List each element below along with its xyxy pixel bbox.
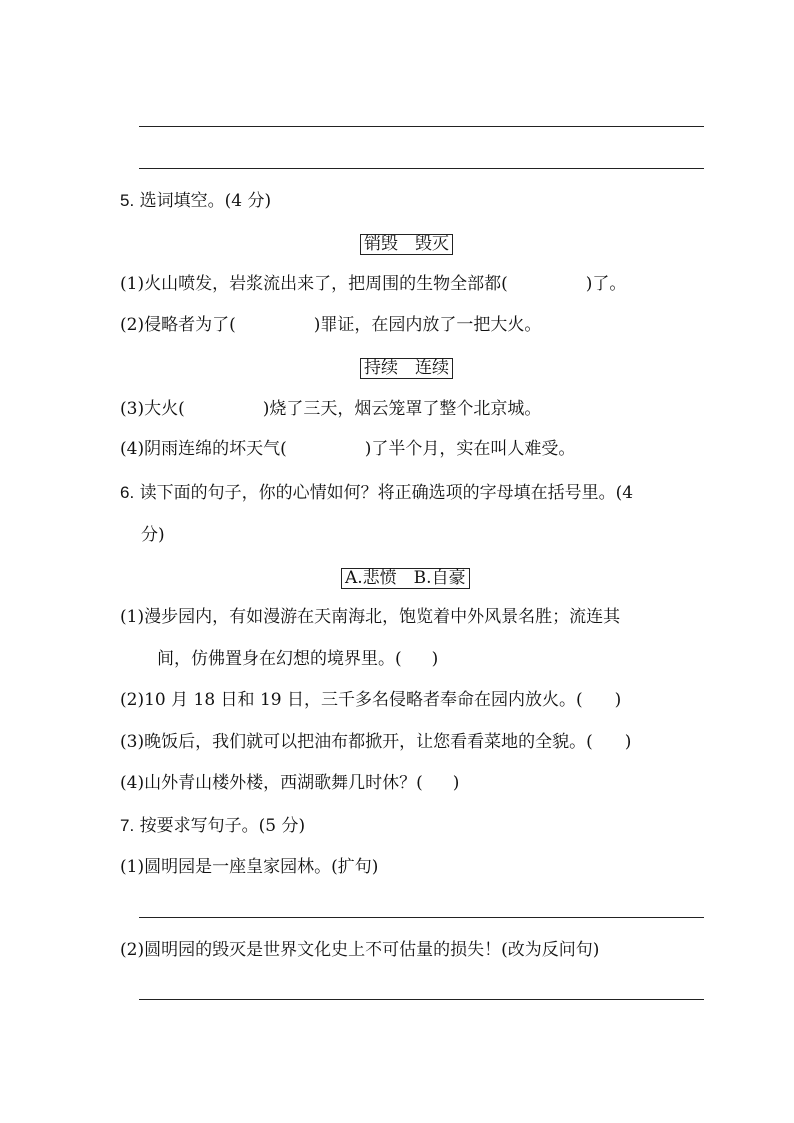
options-box: A.悲愤 B.自豪: [341, 568, 470, 589]
question-6-title-cont: 分): [141, 525, 165, 545]
question-6-item-3: [120, 731, 631, 753]
question-6-item-1-cont: [157, 648, 438, 670]
item-text: )罪证，在园内放了一把大火。: [313, 315, 542, 335]
question-number: 7.: [120, 816, 135, 835]
question-text: 选词填空。(4 分): [139, 191, 272, 211]
word-choice-box: 持续 连续: [360, 358, 453, 379]
item-text: )了半个月，实在叫人难受。: [364, 439, 576, 459]
question-text: 按要求写句子。(5 分): [139, 816, 306, 836]
question-7-item-1: (1)圆明园是一座皇家园林。(扩句): [120, 857, 379, 877]
question-number: 6.: [120, 483, 135, 502]
question-6-title: [120, 482, 633, 504]
item-text: (4)阴雨连绵的坏天气(: [120, 439, 287, 459]
answer-line: [139, 126, 704, 127]
item-text: (2)侵略者为了(: [120, 315, 236, 335]
question-5-title: [120, 190, 271, 212]
question-5-item-4: [120, 438, 575, 460]
item-text: )了。: [585, 274, 627, 294]
question-5-item-1: [120, 273, 626, 295]
answer-line[interactable]: [139, 917, 704, 918]
item-text: (1)火山喷发，岩浆流出来了，把周围的生物全部都(: [120, 274, 508, 294]
question-7-item-2: (2)圆明园的毁灭是世界文化史上不可估量的损失！(改为反问句): [120, 940, 600, 960]
item-text: ): [452, 773, 460, 793]
question-5-item-2: [120, 314, 541, 336]
item-text: (2)10 月 18 日和 19 日，三千多名侵略者奉命在园内放火。(: [120, 690, 583, 710]
question-6-item-2: [120, 689, 621, 711]
question-7-title: [120, 815, 305, 837]
item-text: ): [624, 732, 632, 752]
item-text: )烧了三天，烟云笼罩了整个北京城。: [262, 399, 542, 419]
answer-line[interactable]: [139, 999, 704, 1000]
item-text: (3)大火(: [120, 399, 185, 419]
item-text: 间，仿佛置身在幻想的境界里。(: [157, 649, 402, 669]
item-text: (4)山外青山楼外楼，西湖歌舞几时休？(: [120, 773, 423, 793]
question-6-item-4: [120, 772, 459, 794]
word-choice-box: 销毁 毁灭: [360, 234, 453, 255]
item-text: ): [614, 690, 622, 710]
item-text: ): [431, 649, 439, 669]
item-text: (3)晚饭后，我们就可以把油布都掀开，让您看看菜地的全貌。(: [120, 732, 593, 752]
question-6-item-1: (1)漫步园内，有如漫游在天南海北，饱览着中外风景名胜；流连其: [120, 607, 621, 627]
question-5-item-3: [120, 398, 541, 420]
question-number: 5.: [120, 191, 135, 210]
question-text: 读下面的句子，你的心情如何？将正确选项的字母填在括号里。(4: [139, 483, 634, 503]
answer-line: [139, 168, 704, 169]
